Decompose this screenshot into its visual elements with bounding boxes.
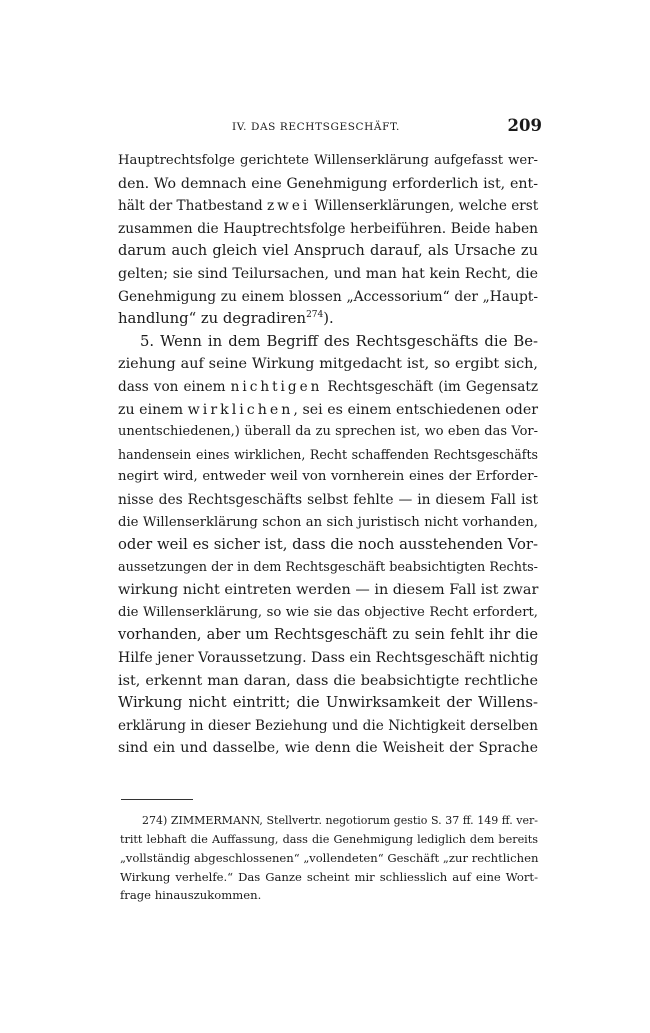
text-line: den. Wo demnach eine Genehmigung erforderlich ist, ent- <box>118 175 538 192</box>
text-segment: Rechtsgeschäft (im Gegensatz <box>322 378 538 395</box>
text-line: nisse des Rechtsgeschäfts selbst fehlte — in diesem Fall ist <box>118 491 538 508</box>
footnote-ref: 274 <box>306 310 324 321</box>
footnote-divider <box>121 799 193 800</box>
text-line: negirt wird, entweder weil von vornherein eines der Erforder- <box>118 469 538 485</box>
text-line: unentschiedenen,) überall da zu sprechen ist, wo eben das Vor- <box>118 424 538 440</box>
footnotes <box>120 812 538 905</box>
text-line: ist, erkennt man daran, dass die beabsichtigte rechtliche <box>118 672 538 689</box>
emphasized-word: zwei <box>267 198 311 215</box>
text-segment: zu einem <box>118 401 188 418</box>
text-line: 5. Wenn in dem Begriff des Rechtsgeschäfts die Be- <box>140 332 538 350</box>
text-segment: Willenserklärungen, welche erst <box>310 198 539 215</box>
text-line: ziehung auf seine Wirkung mitgedacht ist, so ergibt sich, <box>118 356 538 373</box>
text-line: Hilfe jener Voraussetzung. Dass ein Rechtsgeschäft nichtig <box>118 650 539 667</box>
text-segment: dass von einem <box>118 378 231 395</box>
text-line <box>118 195 538 218</box>
footnote-line: tritt lebhaft die Auffassung, dass die Genehmigung lediglich dem bereits <box>120 832 538 846</box>
text-line: handensein eines wirklichen, Recht schaffenden Rechtsgeschäfts <box>118 446 538 462</box>
text-line: zusammen die Hauptrechtsfolge herbeiführen. Beide haben <box>118 220 538 237</box>
text-line: die Willenserklärung schon an sich juristisch nicht vorhanden, <box>118 514 538 530</box>
text-line: Genehmigung zu einem blossen „Accessorium“ der „Haupt- <box>118 288 538 305</box>
emphasized-word: nichtigen <box>230 378 323 395</box>
footnote-line: „vollständig abgeschlossenen“ „vollendeten“ Geschäft „zur rechtlichen <box>120 851 539 866</box>
text-line <box>118 376 538 399</box>
footnote-line: frage hinauszukommen. <box>120 888 262 903</box>
text-line: darum auch gleich viel Anspruch darauf, als Ursache zu <box>118 242 538 260</box>
main-text <box>118 150 538 760</box>
text-segment: ). <box>323 310 334 328</box>
text-line: gelten; sie sind Teilursachen, und man hat kein Recht, die <box>118 265 538 282</box>
emphasized-word: wirklichen <box>187 401 294 418</box>
footnote-line: Wirkung verhelfe.“ Das Ganze scheint mir schliesslich auf eine Wort- <box>120 869 538 884</box>
text-segment: , sei es einem entschiedenen oder <box>293 401 538 418</box>
text-line <box>118 308 538 331</box>
running-head: IV. DAS RECHTSGESCHÄFT. <box>232 121 400 133</box>
text-line: aussetzungen der in dem Rechtsgeschäft beabsichtigten Rechts- <box>118 559 538 575</box>
text-line <box>118 399 538 422</box>
text-line: oder weil es sicher ist, dass die noch ausstehenden Vor- <box>118 536 538 554</box>
text-line: vorhanden, aber um Rechtsgeschäft zu sein fehlt ihr die <box>118 626 538 644</box>
text-line: erklärung in dieser Beziehung und die Nichtigkeit derselben <box>118 717 538 734</box>
text-segment: hält der Thatbestand <box>118 198 268 215</box>
text-segment: handlung“ zu degradiren <box>118 310 307 328</box>
text-line: wirkung nicht eintreten werden — in diesem Fall ist zwar <box>118 582 539 599</box>
page-number: 209 <box>507 116 542 135</box>
text-line: die Willenserklärung, so wie sie das objective Recht erfordert, <box>118 604 538 620</box>
text-line: Wirkung nicht eintritt; die Unwirksamkeit der Willens- <box>118 694 538 712</box>
footnote-line: 274) ZIMMERMANN, Stellvertr. negotiorum gestio S. 37 ff. 149 ff. ver- <box>142 814 538 827</box>
text-line: Hauptrechtsfolge gerichtete Willenserklärung aufgefasst wer- <box>118 153 538 168</box>
text-line: sind ein und dasselbe, wie denn die Weisheit der Sprache <box>118 740 538 757</box>
